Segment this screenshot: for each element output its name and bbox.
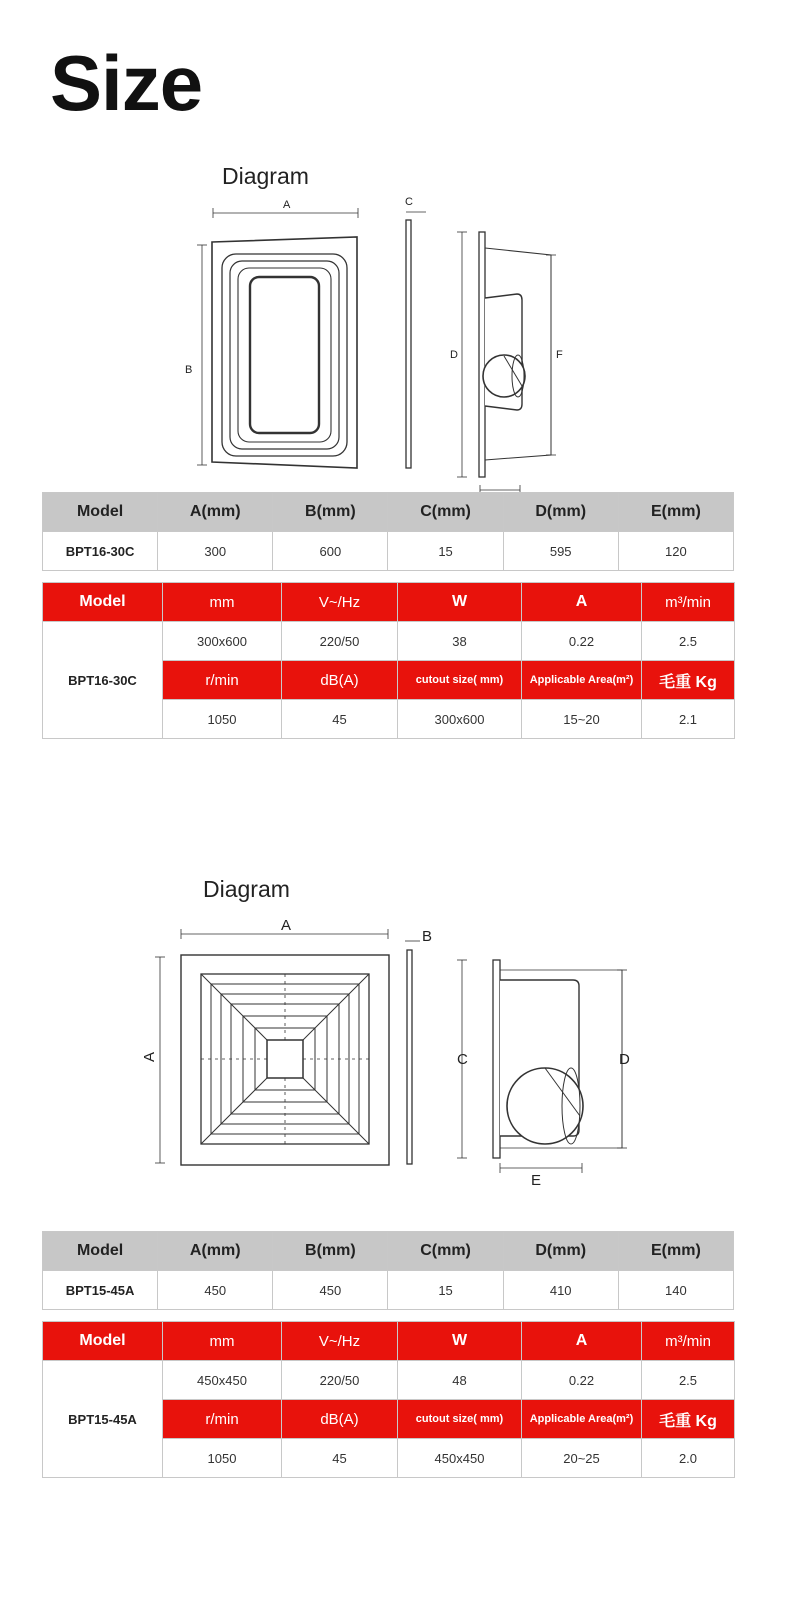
header-c: C(mm) xyxy=(388,1232,503,1271)
cell-area: 20~25 xyxy=(522,1439,642,1478)
cell-watt: 38 xyxy=(398,622,522,661)
cell-mm: 300x600 xyxy=(163,622,282,661)
parameters-table xyxy=(42,1321,735,1478)
cell-amp: 0.22 xyxy=(522,622,642,661)
header-weight: 毛重 Kg xyxy=(642,661,735,700)
dimensions-table xyxy=(42,1231,734,1310)
cell-airflow: 2.5 xyxy=(642,1361,735,1400)
cell-voltage: 220/50 xyxy=(282,1361,398,1400)
cell-a: 300 xyxy=(158,532,273,571)
header-airflow: m³/min xyxy=(642,583,735,622)
header-e: E(mm) xyxy=(618,1232,733,1271)
header-noise: dB(A) xyxy=(282,1400,398,1439)
dim-label-c: C xyxy=(457,1051,468,1068)
cell-model: BPT15-45A xyxy=(43,1271,158,1310)
dim-label-a: A xyxy=(283,199,291,211)
cell-b: 450 xyxy=(273,1271,388,1310)
header-noise: dB(A) xyxy=(282,661,398,700)
header-voltage: V~/Hz xyxy=(282,583,398,622)
header-amp: A xyxy=(522,583,642,622)
header-mm: mm xyxy=(163,1322,282,1361)
header-airflow: m³/min xyxy=(642,1322,735,1361)
cell-model: BPT16-30C xyxy=(43,622,163,739)
cell-noise: 45 xyxy=(282,700,398,739)
cell-amp: 0.22 xyxy=(522,1361,642,1400)
header-watt: W xyxy=(398,1322,522,1361)
cell-weight: 2.1 xyxy=(642,700,735,739)
cell-noise: 45 xyxy=(282,1439,398,1478)
diagram-rectangular-fan xyxy=(0,190,790,495)
cell-cutout: 300x600 xyxy=(398,700,522,739)
diagram-label: Diagram xyxy=(222,163,309,189)
cell-c: 15 xyxy=(388,532,503,571)
page-title: Size xyxy=(50,39,203,127)
parameters-table xyxy=(42,582,735,739)
header-watt: W xyxy=(398,583,522,622)
dim-label-e: E xyxy=(531,1172,542,1189)
cell-mm: 450x450 xyxy=(163,1361,282,1400)
dim-label-b: B xyxy=(185,364,193,376)
header-cutout: cutout size( mm) xyxy=(398,661,522,700)
dim-label-b: B xyxy=(422,928,433,945)
header-cutout: cutout size( mm) xyxy=(398,1400,522,1439)
header-a: A(mm) xyxy=(158,1232,273,1271)
header-a: A(mm) xyxy=(158,493,273,532)
cell-cutout: 450x450 xyxy=(398,1439,522,1478)
cell-b: 600 xyxy=(273,532,388,571)
cell-weight: 2.0 xyxy=(642,1439,735,1478)
diagram-square-fan xyxy=(0,910,790,1195)
cell-rpm: 1050 xyxy=(163,1439,282,1478)
cell-e: 140 xyxy=(618,1271,733,1310)
header-voltage: V~/Hz xyxy=(282,1322,398,1361)
dim-label-f: F xyxy=(556,349,563,361)
header-model: Model xyxy=(43,1322,163,1361)
header-mm: mm xyxy=(163,583,282,622)
header-e: E(mm) xyxy=(618,493,733,532)
header-model: Model xyxy=(43,583,163,622)
cell-watt: 48 xyxy=(398,1361,522,1400)
cell-rpm: 1050 xyxy=(163,700,282,739)
header-rpm: r/min xyxy=(163,1400,282,1439)
dim-label-a-top: A xyxy=(281,917,292,934)
header-d: D(mm) xyxy=(503,493,618,532)
header-area: Applicable Area(m²) xyxy=(522,661,642,700)
cell-voltage: 220/50 xyxy=(282,622,398,661)
dimensions-table xyxy=(42,492,734,571)
cell-model: BPT15-45A xyxy=(43,1361,163,1478)
dim-label-d: D xyxy=(450,349,458,361)
cell-d: 410 xyxy=(503,1271,618,1310)
cell-a: 450 xyxy=(158,1271,273,1310)
cell-area: 15~20 xyxy=(522,700,642,739)
dim-label-c: C xyxy=(405,196,413,208)
dim-label-a-left: A xyxy=(141,1051,158,1062)
diagram-label: Diagram xyxy=(203,876,290,902)
cell-model: BPT16-30C xyxy=(43,532,158,571)
header-d: D(mm) xyxy=(503,1232,618,1271)
dim-label-d: D xyxy=(619,1051,630,1068)
cell-airflow: 2.5 xyxy=(642,622,735,661)
header-c: C(mm) xyxy=(388,493,503,532)
header-area: Applicable Area(m²) xyxy=(522,1400,642,1439)
header-b: B(mm) xyxy=(273,493,388,532)
cell-c: 15 xyxy=(388,1271,503,1310)
header-amp: A xyxy=(522,1322,642,1361)
header-model: Model xyxy=(43,493,158,532)
header-b: B(mm) xyxy=(273,1232,388,1271)
cell-d: 595 xyxy=(503,532,618,571)
header-model: Model xyxy=(43,1232,158,1271)
header-rpm: r/min xyxy=(163,661,282,700)
header-weight: 毛重 Kg xyxy=(642,1400,735,1439)
cell-e: 120 xyxy=(618,532,733,571)
